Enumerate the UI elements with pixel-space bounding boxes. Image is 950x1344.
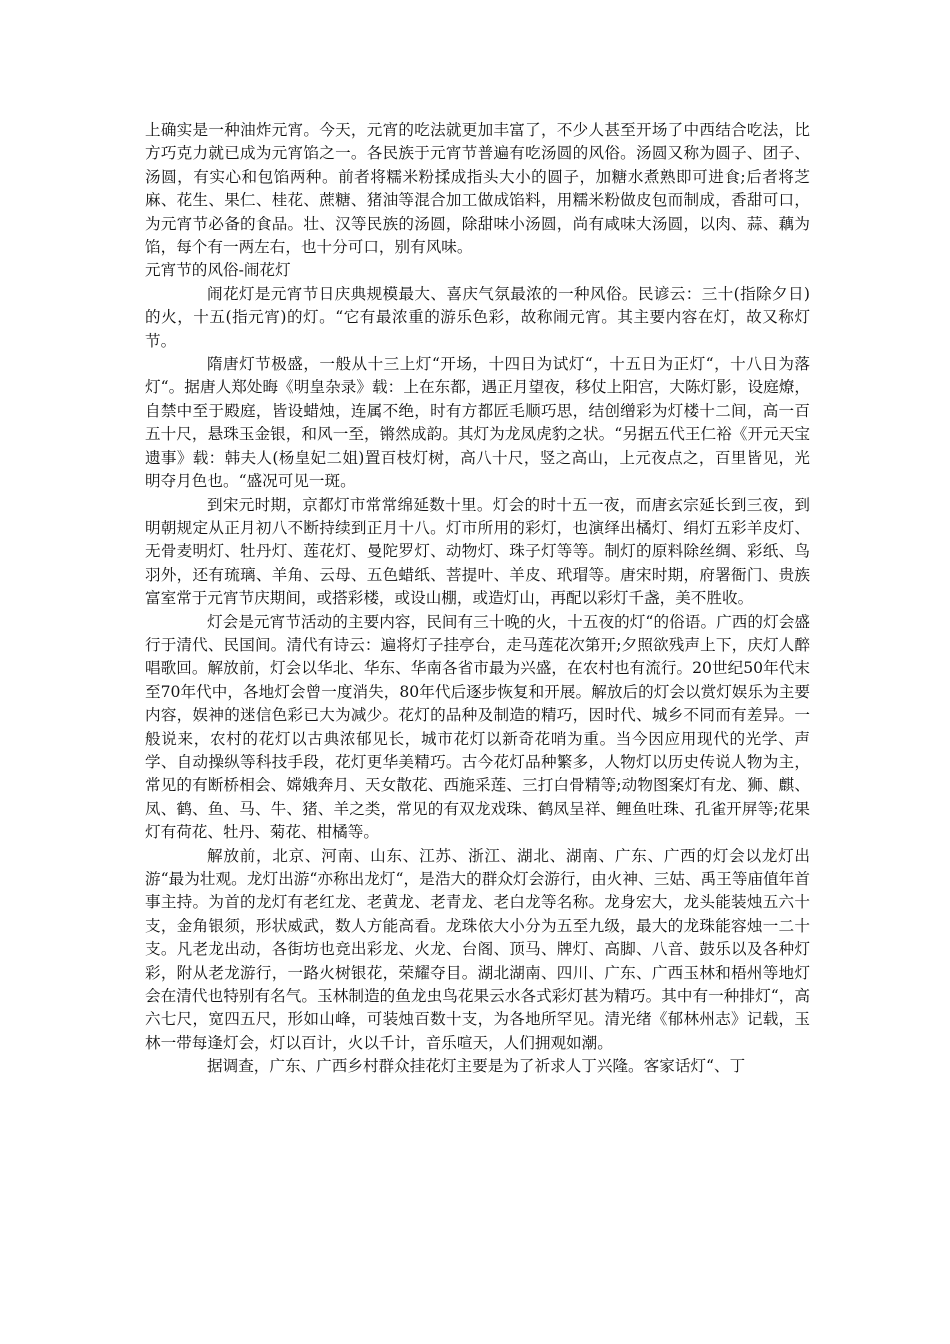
document-body [145, 119, 810, 1079]
section-heading: 元宵节的风俗-闹花灯 [145, 261, 291, 280]
paragraph-dragon-lantern: 解放前，北京、河南、山东、江苏、浙江、湖北、湖南、广东、广西的灯会以龙灯出游“最为壮观。龙灯出游“亦称出龙灯“，是浩大的群众灯会游行，由火神、三姑、禹王等庙值年首事主持。为首的龙灯有老红龙、老黄龙、老青龙、老白龙等名称。龙身宏大，龙头能装烛五六十支，金角银须，形状威武，数人方能高看。龙珠依大小分为五至九级，最大的龙珠能容烛一二十支。凡老龙出动，各街坊也竞出彩龙、火龙、台阁、顶马、牌灯、高脚、八音、鼓乐以及各种灯彩，附从老龙游行，一路火树银花，荣耀夺目。湖北湖南、四川、广东、广西玉林和梧州等地灯会在清代也特别有名气。玉林制造的鱼龙虫鸟花果云水各式彩灯甚为精巧。其中有一种排灯“，高六七尺，宽四五尺，形如山峰，可装烛百数十支，为各地所罕见。清光绪《郁林州志》记载，玉林一带每逢灯会，灯以百计，火以千计，音乐喧天，人们拥观如潮。 [145, 846, 810, 1052]
paragraph-survey: 据调查，广东、广西乡村群众挂花灯主要是为了祈求人丁兴隆。客家话灯“、丁 [207, 1057, 746, 1076]
paragraph-song-yuan: 到宋元时期，京都灯市常常绵延数十里。灯会的时十五一夜，而唐玄宗延长到三夜，到明朝规定从正月初八不断持续到正月十八。灯市所用的彩灯，也演绎出橘灯、绢灯五彩羊皮灯、无骨麦明灯、牡丹灯、莲花灯、曼陀罗灯、动物灯、珠子灯等等。制灯的原料除丝绸、彩纸、鸟羽外，还有琉璃、羊角、云母、五色蜡纸、菩提叶、羊皮、玳瑁等。唐宋时期，府署衙门、贵族富室常于元宵节庆期间，或搭彩楼，或设山棚，或造灯山，再配以彩灯千盏，美不胜收。 [145, 495, 810, 608]
paragraph-intro: 闹花灯是元宵节日庆典规模最大、喜庆气氛最浓的一种风俗。民谚云：三十(指除夕日)的火，十五(指元宵)的灯。“它有最浓重的游乐色彩，故称闹元宵。其主要内容在灯，故又称灯节。 [145, 284, 810, 350]
paragraph-sui-tang: 隋唐灯节极盛，一般从十三上灯“开场，十四日为试灯“，十五日为正灯“，十八日为落灯“。据唐人郑处晦《明皇杂录》载：上在东都，遇正月望夜，移仗上阳宫，大陈灯影，设庭燎，自禁中至于殿庭，皆设蜡烛，连属不绝，时有方都匠毛顺巧思，结创缯彩为灯楼十二间，高一百五十尺，悬珠玉金银，和风一至，锵然成韵。其灯为龙凤虎豹之状。“另据五代王仁裕《开元天宝遗事》载：韩夫人(杨皇妃二姐)置百枝灯树，高八十尺，竖之高山，上元夜点之，百里皆见，光明夺月色也。“盛况可见一斑。 [145, 355, 810, 491]
paragraph-lantern-fair: 灯会是元宵节活动的主要内容，民间有三十晚的火，十五夜的灯“的俗语。广西的灯会盛行于清代、民国间。清代有诗云：遍将灯子挂亭台，走马莲花次第开;夕照欲残声上下，庆灯人醉唱歌回。解放前，灯会以华北、华东、华南各省市最为兴盛，在农村也有流行。20世纪50年代末至70年代中，各地灯会曾一度消失，80年代后逐步恢复和开展。解放后的灯会以赏灯娱乐为主要内容，娱神的迷信色彩已大为减少。花灯的品种及制造的精巧，因时代、城乡不同而有差异。一般说来，农村的花灯以古典浓郁见长，城市花灯以新奇花哨为重。当今因应用现代的光学、声学、自动操纵等科技手段，花灯更华美精巧。古今花灯品种繁多，人物灯以历史传说人物为主，常见的有断桥相会、嫦娥奔月、天女散花、西施采莲、三打白骨精等;动物图案灯有龙、狮、麒、凤、鹤、鱼、马、牛、猪、羊之类，常见的有双龙戏珠、鹤凤呈祥、鲤鱼吐珠、孔雀开屏等;花果灯有荷花、牡丹、菊花、柑橘等。 [145, 612, 810, 842]
paragraph-tangyuan: 上确实是一种油炸元宵。今天，元宵的吃法就更加丰富了，不少人甚至开场了中西结合吃法，比方巧克力就已成为元宵馅之一。各民族于元宵节普遍有吃汤圆的风俗。汤圆又称为圆子、团子、汤圆，有实心和包馅两种。前者将糯米粉揉成指头大小的圆子，加糖水煮熟即可进食;后者将芝麻、花生、果仁、桂花、蔗糖、猪油等混合加工做成馅料，用糯米粉做皮包而制成，香甜可口，为元宵节必备的食品。壮、汉等民族的汤圆，除甜味小汤圆，尚有咸味大汤圆，以肉、蒜、藕为馅，每个有一两左右，也十分可口，别有风味。 [145, 121, 810, 257]
